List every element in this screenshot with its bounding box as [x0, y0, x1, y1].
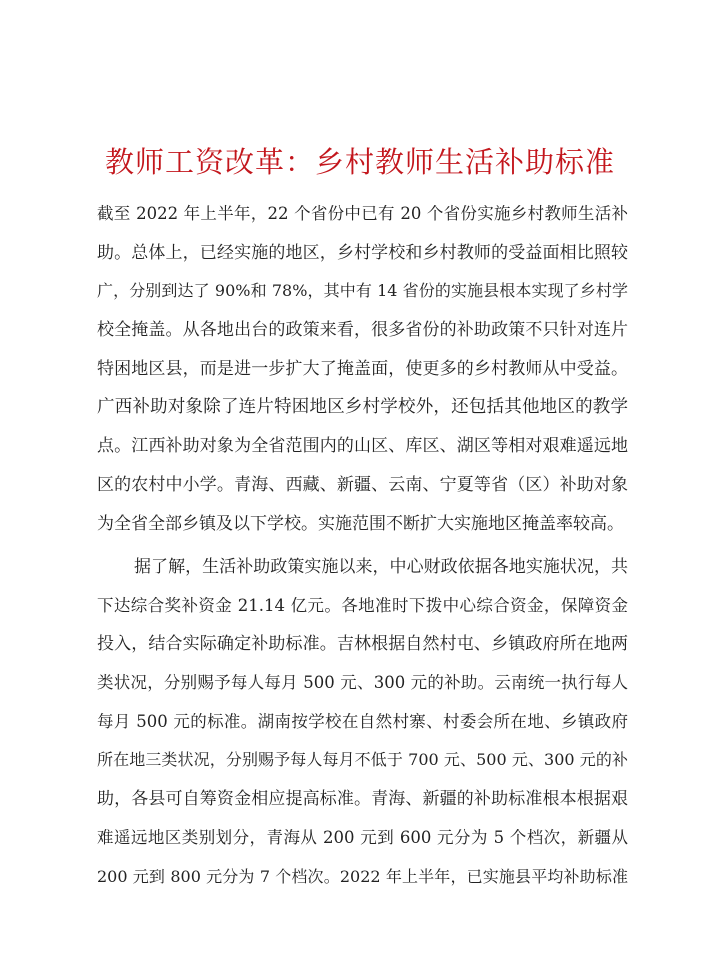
text-line: 200 元到 800 元分为 7 个档次。2022 年上半年，已实施县平均补助标准: [97, 866, 628, 886]
text-line: 助，各县可自筹资金相应提高标准。青海、新疆的补助标准根本根据艰: [97, 789, 628, 810]
document-title: 教师工资改革：乡村教师生活补助标准: [104, 145, 615, 179]
text-line: 校全掩盖。从各地出台的政策来看，很多省份的补助政策不只针对连片: [97, 320, 628, 341]
text-line: 类状况，分别赐予每人每月 500 元、300 元的补助。云南统一执行每人: [97, 673, 628, 693]
text-line: 广，分别到达了 90%和 78%，其中有 14 省份的实施县根本实现了乡村学: [97, 281, 628, 301]
text-line: 下达综合奖补资金 21.14 亿元。各地准时下拨中心综合资金，保障资金: [97, 595, 628, 615]
text-line: 点。江西补助对象为全省范围内的山区、库区、湖区等相对艰难遥远地: [97, 436, 628, 457]
text-line: 区的农村中小学。青海、西藏、新疆、云南、宁夏等省（区）补助对象: [97, 474, 628, 495]
text-line: 截至 2022 年上半年，22 个省份中已有 20 个省份实施乡村教师生活补: [97, 204, 628, 223]
text-line: 每月 500 元的标准。湖南按学校在自然村寨、村委会所在地、乡镇政府: [97, 711, 628, 731]
text-line: 投入，结合实际确定补助标准。吉林根据自然村屯、乡镇政府所在地两: [97, 634, 628, 655]
text-line: 特困地区县，而是进一步扩大了掩盖面，使更多的乡村教师从中受益。: [97, 358, 628, 379]
text-line: 助。总体上，已经实施的地区，乡村学校和乡村教师的受益面相比照较: [97, 242, 628, 263]
text-line: 据了解，生活补助政策实施以来，中心财政依据各地实施状况，共: [134, 557, 628, 577]
text-line: 所在地三类状况，分别赐予每人每月不低于 700 元、500 元、300 元的补: [97, 750, 628, 770]
text-line: 难遥远地区类别划分，青海从 200 元到 600 元分为 5 个档次，新疆从: [97, 827, 628, 847]
text-line: 为全省全部乡镇及以下学校。实施范围不断扩大实施地区掩盖率较高。: [97, 513, 624, 534]
paragraph-2: [97, 548, 628, 896]
paragraph-1: [97, 195, 628, 543]
text-line: 广西补助对象除了连片特困地区乡村学校外，还包括其他地区的教学: [97, 397, 628, 418]
